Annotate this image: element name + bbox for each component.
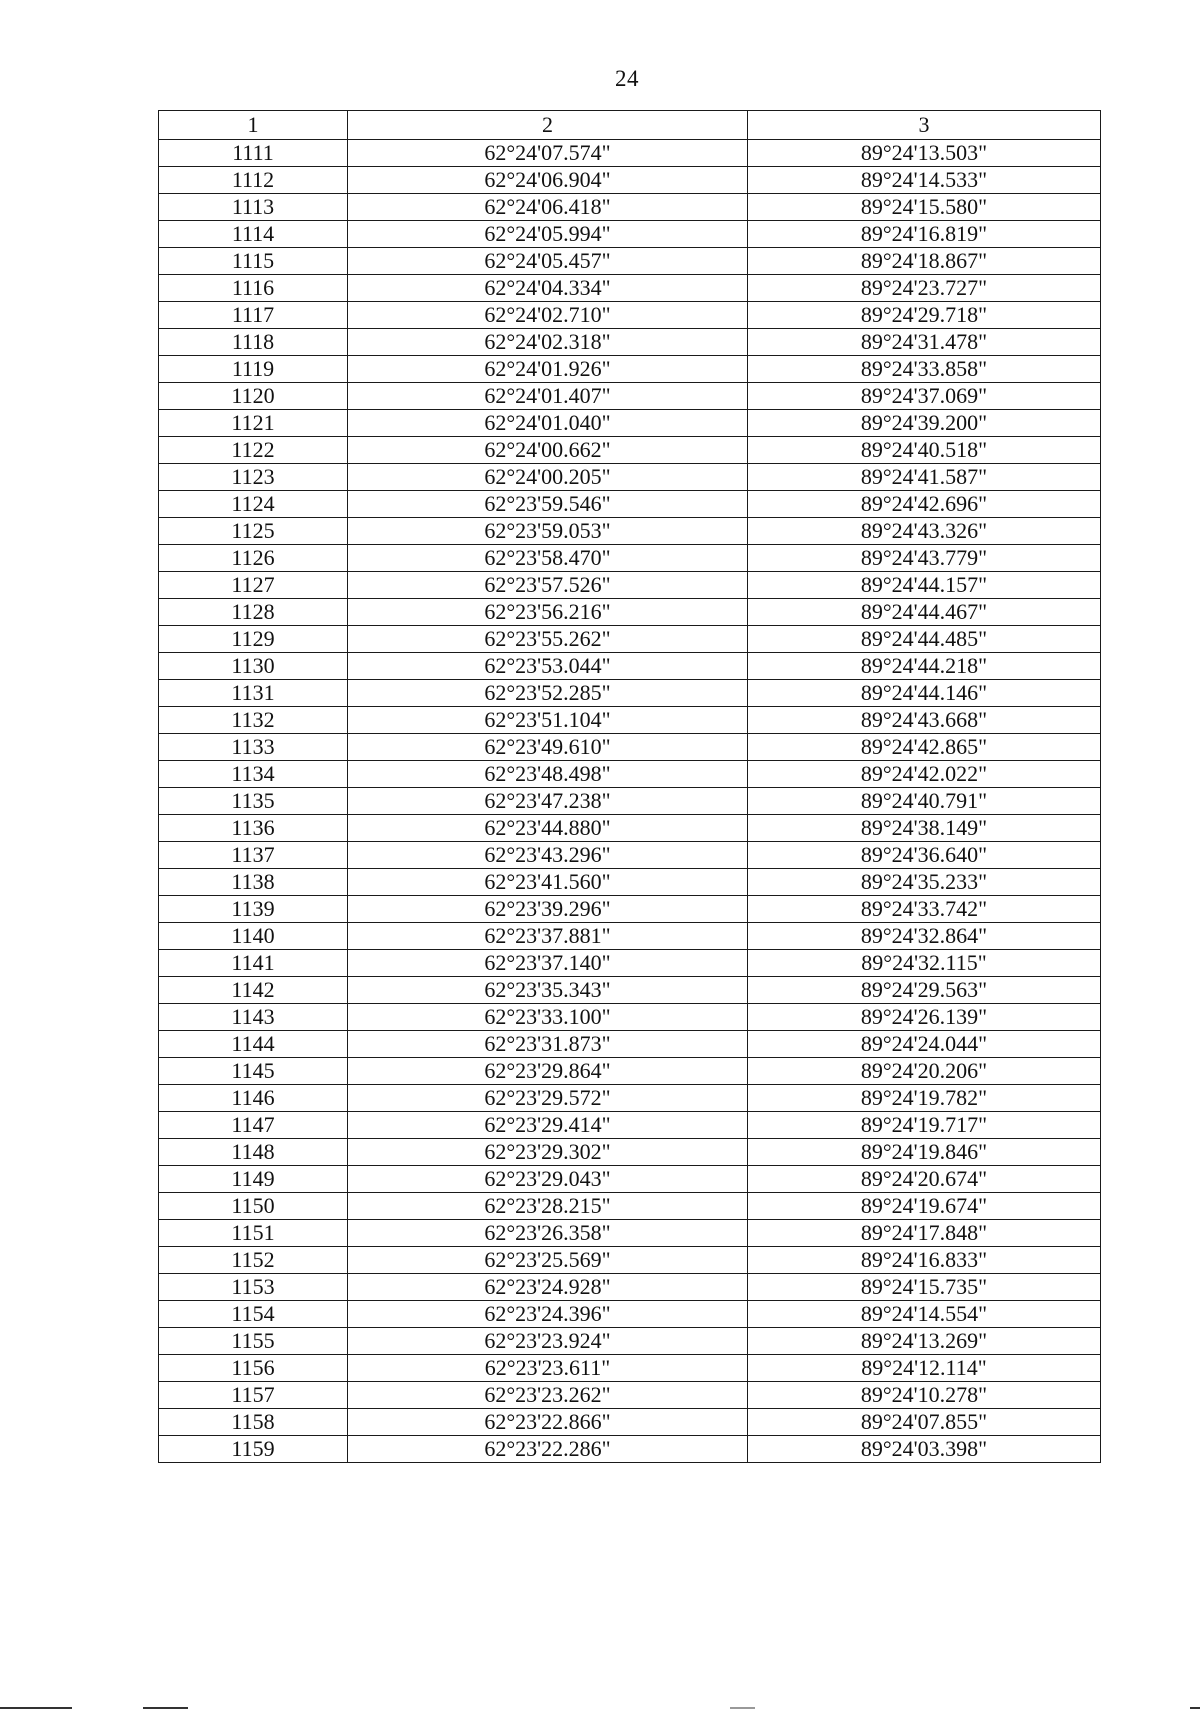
table-row — [159, 1220, 1101, 1247]
latitude-cell: 62°23'58.470" — [348, 545, 748, 572]
point-number-cell: 1148 — [159, 1139, 348, 1166]
point-number-cell: 1145 — [159, 1058, 348, 1085]
latitude-cell: 62°23'37.140" — [348, 950, 748, 977]
point-number-cell: 1113 — [159, 194, 348, 221]
longitude-cell: 89°24'20.206" — [748, 1058, 1101, 1085]
longitude-cell: 89°24'42.865" — [748, 734, 1101, 761]
point-number-cell: 1121 — [159, 410, 348, 437]
table-header-row — [159, 111, 1101, 140]
latitude-cell: 62°23'57.526" — [348, 572, 748, 599]
point-number-cell: 1143 — [159, 1004, 348, 1031]
scan-edge-line — [1190, 1707, 1200, 1709]
point-number-cell: 1115 — [159, 248, 348, 275]
table-row — [159, 1031, 1101, 1058]
latitude-cell: 62°23'29.864" — [348, 1058, 748, 1085]
point-number-cell: 1155 — [159, 1328, 348, 1355]
table-row — [159, 1085, 1101, 1112]
latitude-cell: 62°24'02.318" — [348, 329, 748, 356]
point-number-cell: 1140 — [159, 923, 348, 950]
longitude-cell: 89°24'43.326" — [748, 518, 1101, 545]
table-row — [159, 788, 1101, 815]
latitude-cell: 62°24'02.710" — [348, 302, 748, 329]
latitude-cell: 62°23'52.285" — [348, 680, 748, 707]
latitude-cell: 62°24'01.926" — [348, 356, 748, 383]
table-row — [159, 896, 1101, 923]
longitude-cell: 89°24'31.478" — [748, 329, 1101, 356]
longitude-cell: 89°24'15.735" — [748, 1274, 1101, 1301]
table-row — [159, 1112, 1101, 1139]
latitude-cell: 62°23'23.924" — [348, 1328, 748, 1355]
latitude-cell: 62°23'24.396" — [348, 1301, 748, 1328]
table-row — [159, 734, 1101, 761]
point-number-cell: 1138 — [159, 869, 348, 896]
longitude-cell: 89°24'42.696" — [748, 491, 1101, 518]
longitude-cell: 89°24'12.114" — [748, 1355, 1101, 1382]
latitude-cell: 62°24'05.994" — [348, 221, 748, 248]
longitude-cell: 89°24'17.848" — [748, 1220, 1101, 1247]
point-number-cell: 1147 — [159, 1112, 348, 1139]
table-row — [159, 1193, 1101, 1220]
point-number-cell: 1141 — [159, 950, 348, 977]
latitude-cell: 62°23'47.238" — [348, 788, 748, 815]
table-row — [159, 1409, 1101, 1436]
latitude-cell: 62°23'33.100" — [348, 1004, 748, 1031]
latitude-cell: 62°23'29.043" — [348, 1166, 748, 1193]
table-row — [159, 383, 1101, 410]
point-number-cell: 1127 — [159, 572, 348, 599]
longitude-cell: 89°24'13.269" — [748, 1328, 1101, 1355]
point-number-cell: 1133 — [159, 734, 348, 761]
longitude-cell: 89°24'24.044" — [748, 1031, 1101, 1058]
point-number-cell: 1134 — [159, 761, 348, 788]
latitude-cell: 62°23'22.866" — [348, 1409, 748, 1436]
point-number-cell: 1131 — [159, 680, 348, 707]
table-row — [159, 221, 1101, 248]
longitude-cell: 89°24'36.640" — [748, 842, 1101, 869]
longitude-cell: 89°24'23.727" — [748, 275, 1101, 302]
table-row — [159, 572, 1101, 599]
column-header-3: 3 — [748, 111, 1101, 140]
latitude-cell: 62°23'25.569" — [348, 1247, 748, 1274]
latitude-cell: 62°24'00.662" — [348, 437, 748, 464]
latitude-cell: 62°24'01.407" — [348, 383, 748, 410]
table-row — [159, 707, 1101, 734]
latitude-cell: 62°24'05.457" — [348, 248, 748, 275]
latitude-cell: 62°23'24.928" — [348, 1274, 748, 1301]
latitude-cell: 62°23'26.358" — [348, 1220, 748, 1247]
longitude-cell: 89°24'13.503" — [748, 140, 1101, 167]
point-number-cell: 1129 — [159, 626, 348, 653]
coordinates-table — [158, 110, 1101, 1463]
latitude-cell: 62°23'29.414" — [348, 1112, 748, 1139]
point-number-cell: 1150 — [159, 1193, 348, 1220]
latitude-cell: 62°23'29.572" — [348, 1085, 748, 1112]
table-row — [159, 1355, 1101, 1382]
point-number-cell: 1158 — [159, 1409, 348, 1436]
table-body — [159, 140, 1101, 1463]
longitude-cell: 89°24'33.742" — [748, 896, 1101, 923]
longitude-cell: 89°24'19.717" — [748, 1112, 1101, 1139]
table-row — [159, 248, 1101, 275]
longitude-cell: 89°24'29.563" — [748, 977, 1101, 1004]
longitude-cell: 89°24'16.833" — [748, 1247, 1101, 1274]
latitude-cell: 62°23'43.296" — [348, 842, 748, 869]
scan-edge-line — [730, 1707, 755, 1709]
longitude-cell: 89°24'26.139" — [748, 1004, 1101, 1031]
longitude-cell: 89°24'44.485" — [748, 626, 1101, 653]
point-number-cell: 1132 — [159, 707, 348, 734]
table-row — [159, 167, 1101, 194]
point-number-cell: 1153 — [159, 1274, 348, 1301]
latitude-cell: 62°23'51.104" — [348, 707, 748, 734]
point-number-cell: 1117 — [159, 302, 348, 329]
point-number-cell: 1120 — [159, 383, 348, 410]
point-number-cell: 1156 — [159, 1355, 348, 1382]
table-row — [159, 626, 1101, 653]
point-number-cell: 1123 — [159, 464, 348, 491]
table-row — [159, 545, 1101, 572]
latitude-cell: 62°23'35.343" — [348, 977, 748, 1004]
longitude-cell: 89°24'19.674" — [748, 1193, 1101, 1220]
latitude-cell: 62°23'59.053" — [348, 518, 748, 545]
latitude-cell: 62°23'28.215" — [348, 1193, 748, 1220]
latitude-cell: 62°23'23.262" — [348, 1382, 748, 1409]
latitude-cell: 62°23'59.546" — [348, 491, 748, 518]
point-number-cell: 1149 — [159, 1166, 348, 1193]
table-row — [159, 1004, 1101, 1031]
longitude-cell: 89°24'19.782" — [748, 1085, 1101, 1112]
point-number-cell: 1159 — [159, 1436, 348, 1463]
longitude-cell: 89°24'10.278" — [748, 1382, 1101, 1409]
longitude-cell: 89°24'16.819" — [748, 221, 1101, 248]
point-number-cell: 1137 — [159, 842, 348, 869]
page-number: 24 — [615, 66, 639, 91]
point-number-cell: 1111 — [159, 140, 348, 167]
point-number-cell: 1130 — [159, 653, 348, 680]
longitude-cell: 89°24'19.846" — [748, 1139, 1101, 1166]
table-row — [159, 1301, 1101, 1328]
table-row — [159, 140, 1101, 167]
table-row — [159, 815, 1101, 842]
point-number-cell: 1136 — [159, 815, 348, 842]
point-number-cell: 1122 — [159, 437, 348, 464]
table-row — [159, 653, 1101, 680]
latitude-cell: 62°24'00.205" — [348, 464, 748, 491]
latitude-cell: 62°23'49.610" — [348, 734, 748, 761]
table-row — [159, 923, 1101, 950]
longitude-cell: 89°24'14.554" — [748, 1301, 1101, 1328]
longitude-cell: 89°24'07.855" — [748, 1409, 1101, 1436]
latitude-cell: 62°24'07.574" — [348, 140, 748, 167]
point-number-cell: 1152 — [159, 1247, 348, 1274]
latitude-cell: 62°23'29.302" — [348, 1139, 748, 1166]
table-row — [159, 761, 1101, 788]
table-row — [159, 1436, 1101, 1463]
longitude-cell: 89°24'39.200" — [748, 410, 1101, 437]
longitude-cell: 89°24'40.791" — [748, 788, 1101, 815]
table-row — [159, 356, 1101, 383]
latitude-cell: 62°23'22.286" — [348, 1436, 748, 1463]
table-row — [159, 1274, 1101, 1301]
longitude-cell: 89°24'18.867" — [748, 248, 1101, 275]
longitude-cell: 89°24'32.115" — [748, 950, 1101, 977]
table-row — [159, 599, 1101, 626]
table-row — [159, 1328, 1101, 1355]
point-number-cell: 1112 — [159, 167, 348, 194]
longitude-cell: 89°24'41.587" — [748, 464, 1101, 491]
table-row — [159, 329, 1101, 356]
point-number-cell: 1125 — [159, 518, 348, 545]
longitude-cell: 89°24'42.022" — [748, 761, 1101, 788]
longitude-cell: 89°24'44.467" — [748, 599, 1101, 626]
point-number-cell: 1135 — [159, 788, 348, 815]
longitude-cell: 89°24'38.149" — [748, 815, 1101, 842]
longitude-cell: 89°24'44.157" — [748, 572, 1101, 599]
longitude-cell: 89°24'43.779" — [748, 545, 1101, 572]
point-number-cell: 1154 — [159, 1301, 348, 1328]
latitude-cell: 62°24'06.904" — [348, 167, 748, 194]
point-number-cell: 1142 — [159, 977, 348, 1004]
table-row — [159, 491, 1101, 518]
latitude-cell: 62°23'56.216" — [348, 599, 748, 626]
table-row — [159, 194, 1101, 221]
point-number-cell: 1144 — [159, 1031, 348, 1058]
longitude-cell: 89°24'15.580" — [748, 194, 1101, 221]
longitude-cell: 89°24'33.858" — [748, 356, 1101, 383]
longitude-cell: 89°24'29.718" — [748, 302, 1101, 329]
point-number-cell: 1146 — [159, 1085, 348, 1112]
point-number-cell: 1139 — [159, 896, 348, 923]
table-row — [159, 680, 1101, 707]
latitude-cell: 62°24'01.040" — [348, 410, 748, 437]
scan-edge-line — [143, 1707, 188, 1709]
point-number-cell: 1126 — [159, 545, 348, 572]
table-row — [159, 977, 1101, 1004]
point-number-cell: 1128 — [159, 599, 348, 626]
latitude-cell: 62°23'41.560" — [348, 869, 748, 896]
latitude-cell: 62°23'48.498" — [348, 761, 748, 788]
latitude-cell: 62°24'04.334" — [348, 275, 748, 302]
scan-edge-line — [0, 1707, 72, 1709]
latitude-cell: 62°23'39.296" — [348, 896, 748, 923]
longitude-cell: 89°24'35.233" — [748, 869, 1101, 896]
table-row — [159, 464, 1101, 491]
longitude-cell: 89°24'44.146" — [748, 680, 1101, 707]
point-number-cell: 1118 — [159, 329, 348, 356]
table-row — [159, 1247, 1101, 1274]
point-number-cell: 1157 — [159, 1382, 348, 1409]
point-number-cell: 1151 — [159, 1220, 348, 1247]
table-row — [159, 1139, 1101, 1166]
longitude-cell: 89°24'43.668" — [748, 707, 1101, 734]
point-number-cell: 1116 — [159, 275, 348, 302]
longitude-cell: 89°24'40.518" — [748, 437, 1101, 464]
latitude-cell: 62°23'44.880" — [348, 815, 748, 842]
column-header-2: 2 — [348, 111, 748, 140]
table-row — [159, 518, 1101, 545]
table-row — [159, 1058, 1101, 1085]
latitude-cell: 62°23'37.881" — [348, 923, 748, 950]
longitude-cell: 89°24'14.533" — [748, 167, 1101, 194]
latitude-cell: 62°23'31.873" — [348, 1031, 748, 1058]
longitude-cell: 89°24'44.218" — [748, 653, 1101, 680]
table-row — [159, 1382, 1101, 1409]
table-row — [159, 302, 1101, 329]
latitude-cell: 62°23'55.262" — [348, 626, 748, 653]
column-header-1: 1 — [159, 111, 348, 140]
latitude-cell: 62°23'53.044" — [348, 653, 748, 680]
latitude-cell: 62°24'06.418" — [348, 194, 748, 221]
point-number-cell: 1124 — [159, 491, 348, 518]
table-row — [159, 437, 1101, 464]
latitude-cell: 62°23'23.611" — [348, 1355, 748, 1382]
table-row — [159, 1166, 1101, 1193]
longitude-cell: 89°24'32.864" — [748, 923, 1101, 950]
table-row — [159, 410, 1101, 437]
point-number-cell: 1119 — [159, 356, 348, 383]
table-row — [159, 869, 1101, 896]
point-number-cell: 1114 — [159, 221, 348, 248]
table-row — [159, 950, 1101, 977]
longitude-cell: 89°24'20.674" — [748, 1166, 1101, 1193]
table-row — [159, 842, 1101, 869]
longitude-cell: 89°24'03.398" — [748, 1436, 1101, 1463]
longitude-cell: 89°24'37.069" — [748, 383, 1101, 410]
table-row — [159, 275, 1101, 302]
